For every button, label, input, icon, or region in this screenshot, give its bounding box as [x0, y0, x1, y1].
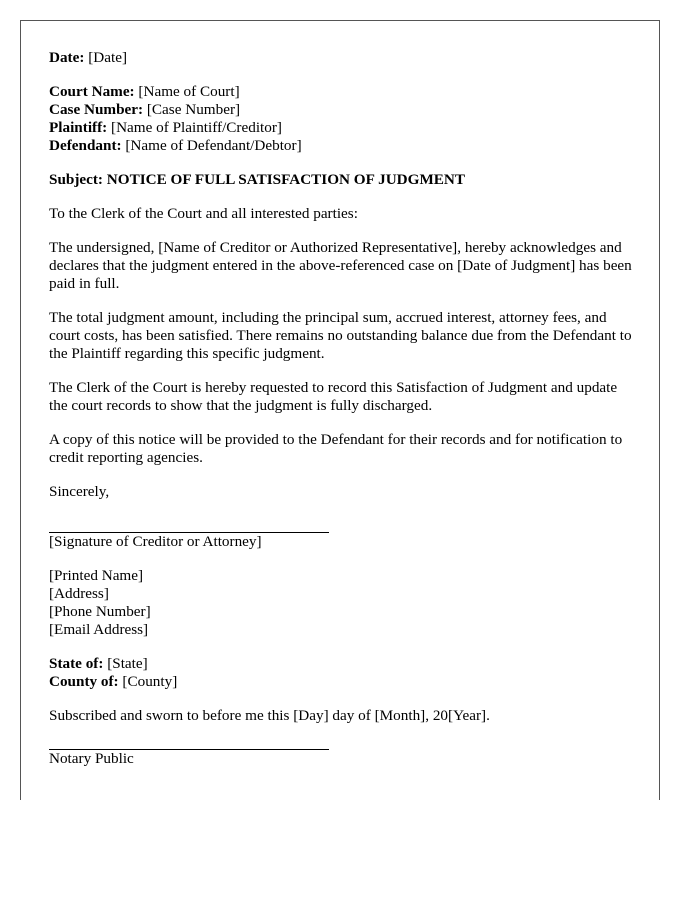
court-name-value: [Name of Court]: [138, 83, 240, 100]
plaintiff-value: [Name of Plaintiff/Creditor]: [111, 119, 282, 136]
subject-value: NOTICE OF FULL SATISFACTION OF JUDGMENT: [106, 171, 466, 188]
state-value: [State]: [107, 655, 148, 672]
date-value: [Date]: [88, 49, 128, 66]
case-number-line: [49, 101, 633, 119]
state-line: [49, 655, 633, 673]
notary-caption: Notary Public: [49, 750, 134, 767]
date-line: [49, 49, 659, 67]
printed-name: [Printed Name]: [49, 567, 144, 584]
state-label: State of:: [49, 655, 104, 672]
defendant-line: [49, 137, 633, 155]
defendant-label: Defendant:: [49, 137, 122, 154]
court-name-line: [49, 83, 633, 101]
case-number-value: [Case Number]: [146, 101, 241, 118]
date-label: Date:: [49, 49, 85, 66]
body-paragraph-3: The Clerk of the Court is hereby requested to record this Satisfaction of Judgment and update the court records to show that the judgment is fully discharged.: [49, 379, 618, 414]
signature-caption: [Signature of Creditor or Attorney]: [49, 533, 262, 550]
contact-block: [49, 567, 659, 639]
body-paragraph-1: The undersigned, [Name of Creditor or Authorized Representative], hereby acknowledges and declares that the judgment entered in the above-referenced case on [Date of Judgment] has been paid in full.: [49, 239, 632, 292]
county-line: [49, 673, 633, 691]
notary-venue-block: [49, 655, 659, 691]
court-name-label: Court Name:: [49, 83, 135, 100]
subject-label: Subject:: [49, 171, 103, 188]
county-value: [County]: [122, 673, 178, 690]
body-paragraph-2: The total judgment amount, including the principal sum, accrued interest, attorney fees, and court costs, has been satisfied. There remains no outstanding balance due from the Defendant to the Plaintiff regarding this specific judgment.: [49, 309, 632, 362]
address: [Address]: [49, 585, 109, 602]
case-info-block: [49, 83, 659, 155]
plaintiff-line: [49, 119, 633, 137]
email-address: [Email Address]: [49, 621, 149, 638]
case-number-label: Case Number:: [49, 101, 144, 118]
salutation: To the Clerk of the Court and all interested parties:: [49, 205, 358, 222]
letter-document: [20, 20, 660, 800]
defendant-value: [Name of Defendant/Debtor]: [125, 137, 302, 154]
sworn-statement: Subscribed and sworn to before me this [Day] day of [Month], 20[Year].: [49, 707, 490, 724]
subject-line: [49, 171, 659, 189]
county-label: County of:: [49, 673, 119, 690]
phone-number: [Phone Number]: [49, 603, 151, 620]
closing: Sincerely,: [49, 483, 110, 500]
plaintiff-label: Plaintiff:: [49, 119, 108, 136]
body-paragraph-4: A copy of this notice will be provided to the Defendant for their records and for notification to credit reporting agencies.: [49, 431, 623, 466]
